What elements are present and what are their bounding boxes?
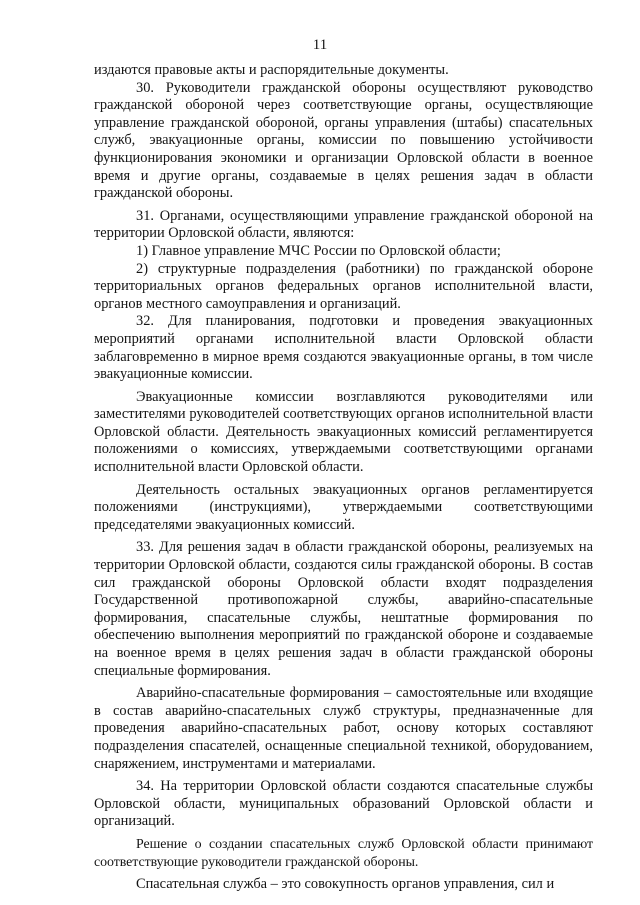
paragraph-item-34: 34. На территории Орловской области создаются спасательные службы Орловской области, муниципальных образований Орловской области и организаций. xyxy=(94,778,593,830)
paragraph-item-32: 32. Для планирования, подготовки и проведения эвакуационных мероприятий органами исполнительной власти Орловской области заблаговременно в мирное время создаются эвакуационные органы, в том числе эвакуационные комиссии. xyxy=(94,313,593,383)
document-body xyxy=(94,62,593,894)
list-item-1: 1) Главное управление МЧС России по Орловской области; xyxy=(136,242,501,259)
paragraph-other-evacuation-bodies: Деятельность остальных эвакуационных органов регламентируется положениями (инструкциями), утверждаемыми соответствующими председателями эвакуационных комиссий. xyxy=(94,481,593,533)
paragraph-item-31: 31. Органами, осуществляющими управление гражданской обороной на территории Орловской области, являются: xyxy=(94,207,593,242)
paragraph-item-30: 30. Руководители гражданской обороны осуществляют руководство гражданской обороной через соответствующие органы, осуществляющие управление гражданской обороной, органы управления (штабы) спасательных служб, эвакуационные органы, комиссии по повышению устойчивости функционирования экономики и организации Орловской области в военное время и другие органы, создаваемые в целях решения задач в области гражданской обороны. xyxy=(94,79,593,202)
paragraph-continuation: издаются правовые акты и распорядительные документы. xyxy=(94,62,449,78)
paragraph-item-33: 33. Для решения задач в области гражданской обороны, реализуемых на территории Орловской области, создаются силы гражданской обороны. В состав сил гражданской обороны Орловской области входят подразделения Государственной противопожарной службы, аварийно-спасательные формирования, спасательные службы, нештатные формирования по обеспечению выполнения мероприятий по гражданской обороне и создаваемые на военное время в целях решения задач в области гражданской обороны специальные формирования. xyxy=(94,539,593,679)
paragraph-evacuation-commissions: Эвакуационные комиссии возглавляются руководителями или заместителями руководителей соответствующих органов исполнительной власти Орловской области. Деятельность эвакуационных комиссий регламентируется положениями о комиссиях, утверждаемыми соответствующими органами исполнительной власти Орловской области. xyxy=(94,388,593,476)
paragraph-rescue-service-definition: Спасательная служба – это совокупность органов управления, сил и xyxy=(136,876,555,893)
paragraph-rescue-services-decision: Решение о создании спасательных служб Орловской области принимают соответствующие руководители гражданской обороны. xyxy=(94,836,593,870)
list-item-2: 2) структурные подразделения (работники) по гражданской обороне территориальных органов федеральных органов исполнительной власти, органов местного самоуправления и организаций. xyxy=(94,260,593,312)
paragraph-rescue-formations: Аварийно-спасательные формирования – самостоятельные или входящие в состав аварийно-спасательных служб структуры, предназначенные для проведения аварийно-спасательных работ, основу которых составляют подразделения спасателей, оснащенные специальной техникой, оборудованием, снаряжением, инструментами и материалами. xyxy=(94,685,593,772)
page-number: 11 xyxy=(312,37,328,53)
